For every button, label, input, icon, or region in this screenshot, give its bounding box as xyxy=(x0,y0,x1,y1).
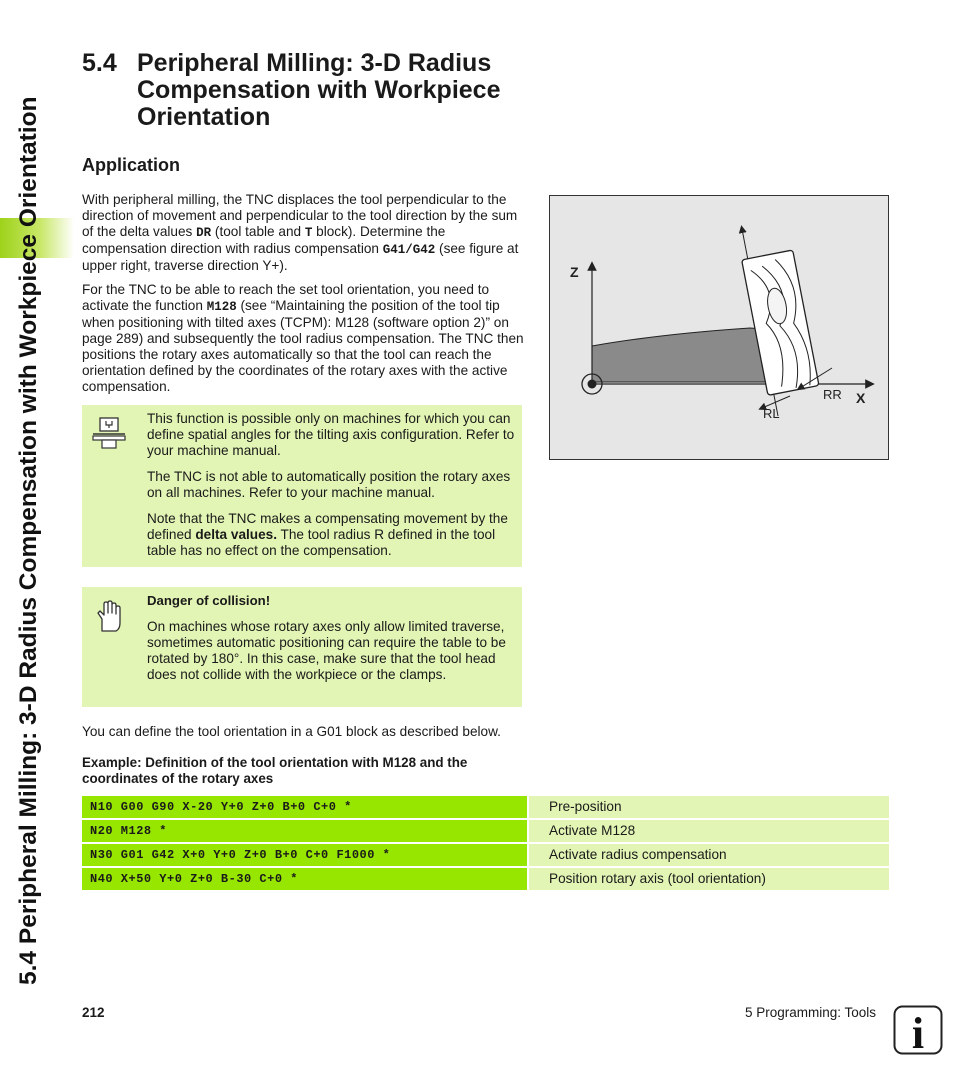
para1-text-c: block). Determine the compensation direction with radius compensation xyxy=(82,224,446,256)
para2-text-b: (see “Maintaining the position of the tool tip when positioning with tilted axes (TCPM): M128 (software option 2)” on page 289) and subsequently the tool radius compensation. The TNC then positions the rotary axes automatically so that the tool can reach the orientation defined by the coordinates of the rotary axes with the active compensation. xyxy=(82,298,524,394)
info-icon xyxy=(893,1005,943,1055)
machine-icon xyxy=(92,417,126,451)
z-axis-label: Z xyxy=(570,264,579,280)
code-desc-n40: Position rotary axis (tool orientation) xyxy=(529,868,889,890)
note1-p3-bold: delta values. xyxy=(195,527,277,542)
subheading-application: Application xyxy=(82,155,180,175)
code-desc-n20: Activate M128 xyxy=(529,820,889,842)
code-row xyxy=(82,796,889,818)
side-chapter-title: 5.4 Peripheral Milling: 3-D Radius Compensation with Workpiece Orientation xyxy=(15,96,42,985)
para2-code-m128: M128 xyxy=(206,300,237,314)
code-block-n40: N40 X+50 Y+0 Z+0 B-30 C+0 * xyxy=(82,868,527,890)
paragraph-peripheral-milling xyxy=(82,192,524,274)
section-number: 5.4 xyxy=(82,49,117,77)
origin-symbol-inner xyxy=(588,380,597,389)
chapter-footer: 5 Programming: Tools xyxy=(745,1005,877,1020)
note1-paragraph-2: The TNC is not able to automatically position the rotary axes on all machines. Refer to your machine manual. xyxy=(147,469,511,500)
note1-paragraph-1: This function is possible only on machines for which you can define spatial angles for the tilting axis configuration. Refer to your machine manual. xyxy=(147,411,515,458)
code-row xyxy=(82,868,889,890)
figure-drawing xyxy=(550,196,888,459)
para1-text-a: With peripheral milling, the TNC displaces the tool perpendicular to the direction of movement and perpendicular to the tool direction by the sum of the delta values xyxy=(82,192,518,239)
example-title: Example: Definition of the tool orientation with M128 and the coordinates of the rotary axes xyxy=(82,755,468,786)
para1-text-d: (see figure at upper right, traverse direction Y+). xyxy=(82,241,519,273)
code-block-n20: N20 M128 * xyxy=(82,820,527,842)
para1-code-t: T xyxy=(304,226,313,240)
note-danger-collision xyxy=(82,587,522,707)
para2-text-a: For the TNC to be able to reach the set tool orientation, you need to activate the function xyxy=(82,282,490,313)
x-axis-label: X xyxy=(856,390,866,406)
note2-title: Danger of collision! xyxy=(147,593,271,608)
code-row xyxy=(82,820,889,842)
note2-text: On machines whose rotary axes only allow limited traverse, sometimes automatic positioning can require the table to be rotated by 180°. In this case, make sure that the tool head does not collide with the workpiece or the clamps. xyxy=(147,619,506,682)
section-title: Peripheral Milling: 3-D Radius Compensation with Workpiece Orientation xyxy=(137,49,501,131)
para1-code-dr: DR xyxy=(196,226,212,240)
hand-warning-icon xyxy=(92,599,126,633)
workpiece-shape xyxy=(592,328,780,382)
note-machine-dependent xyxy=(82,405,522,567)
rl-label: RL xyxy=(763,406,780,421)
note1-paragraph-3 xyxy=(147,511,515,559)
svg-text:i: i xyxy=(911,1009,925,1055)
paragraph-define-orientation: You can define the tool orientation in a G01 block as described below. xyxy=(82,724,501,739)
page-number: 212 xyxy=(82,1005,105,1020)
code-desc-n30: Activate radius compensation xyxy=(529,844,889,866)
note1-p3-text-a: Note that the TNC makes a compensating movement by the defined xyxy=(147,511,508,542)
note1-p3-text-c: The tool radius R defined in the tool table has no effect on the compensation. xyxy=(147,527,496,558)
paragraph-m128 xyxy=(82,282,524,395)
code-block-n10: N10 G00 G90 X-20 Y+0 Z+0 B+0 C+0 * xyxy=(82,796,527,818)
para1-text-b: (tool table and xyxy=(211,224,305,239)
figure-radius-compensation xyxy=(549,195,889,460)
rr-label: RR xyxy=(823,387,842,402)
code-desc-n10: Pre-position xyxy=(529,796,889,818)
code-block-n30: N30 G01 G42 X+0 Y+0 Z+0 B+0 C+0 F1000 * xyxy=(82,844,527,866)
para1-code-g41-g42: G41/G42 xyxy=(382,243,436,257)
code-row xyxy=(82,844,889,866)
